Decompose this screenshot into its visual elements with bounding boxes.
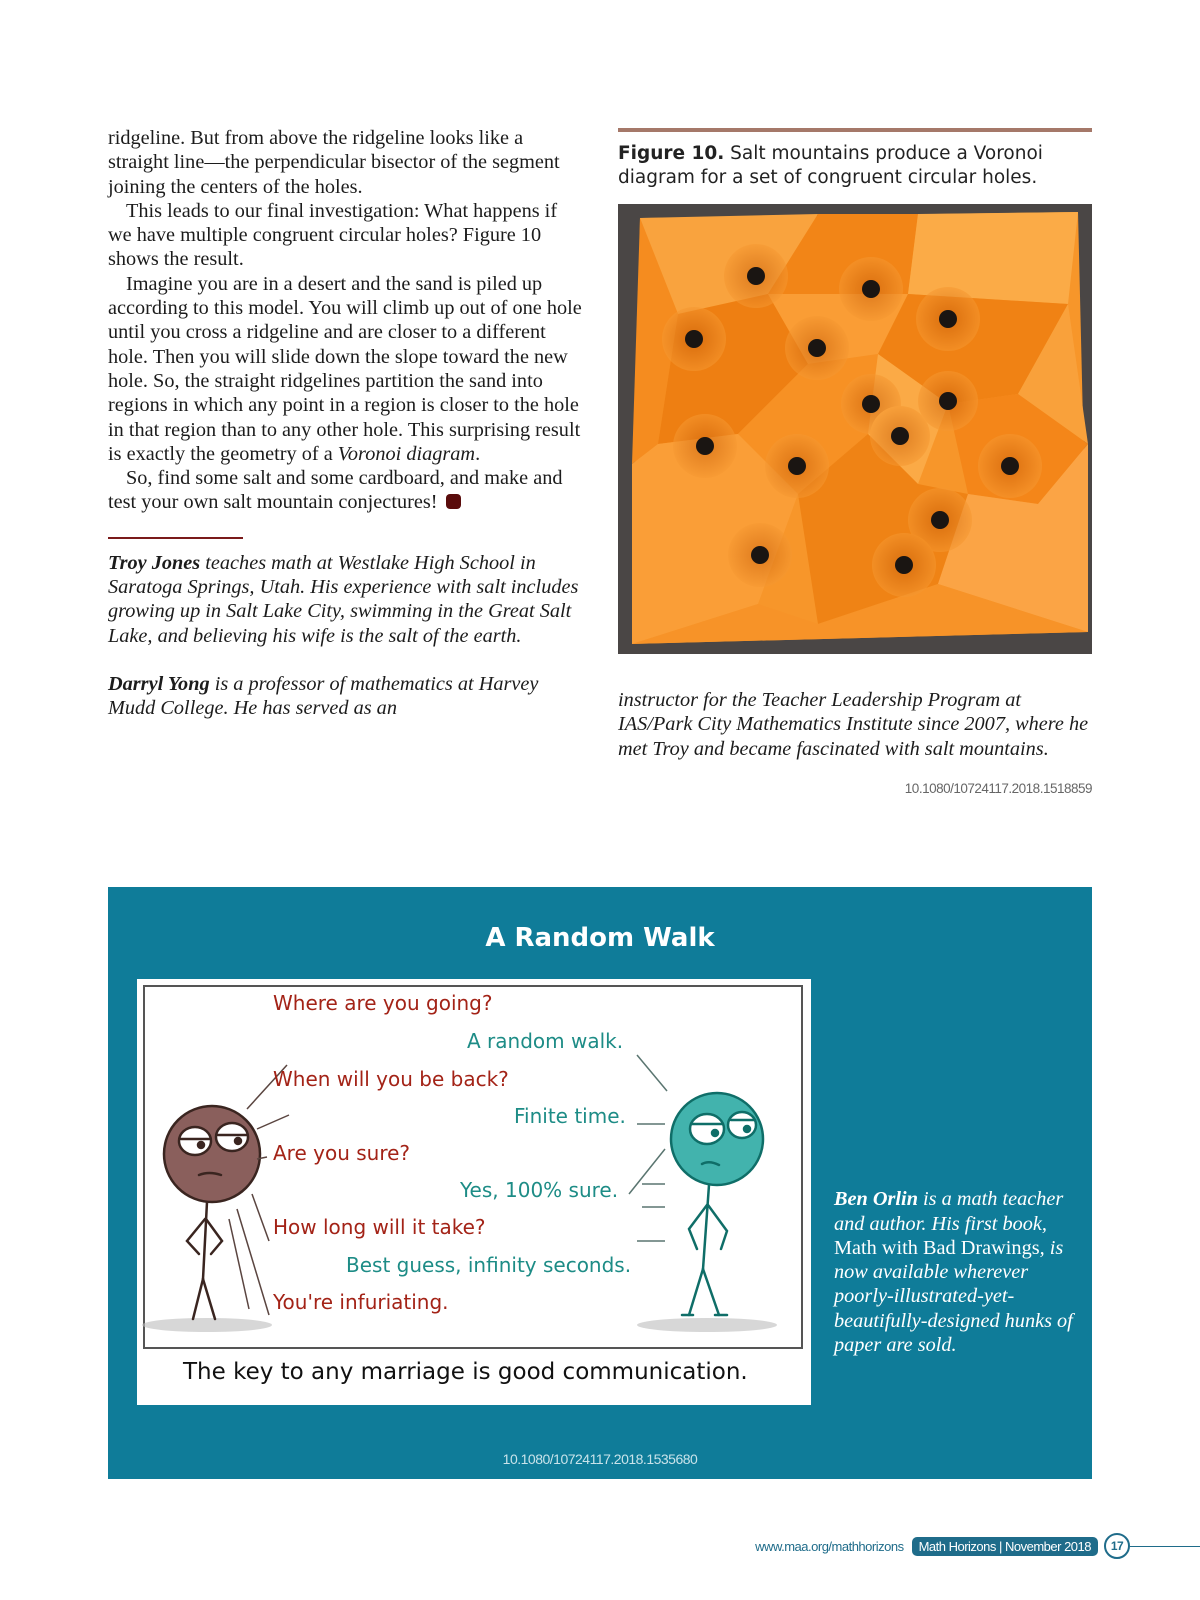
article-paragraph: So, find some salt and some cardboard, and make and test your own salt mountain conjectures! (108, 467, 563, 514)
footer-magazine-badge: Math Horizons | November 2018 (912, 1537, 1098, 1556)
bio-divider (108, 537, 243, 539)
book-title: Math with Bad Drawings (834, 1236, 1040, 1259)
author-bio-darryl-continued: instructor for the Teacher Leadership Program at IAS/Park City Mathematics Institute since 2007, where he met Troy and became fascinated with salt mountains. (618, 689, 1089, 760)
article-paragraph: This leads to our final investigation: What happens if we have multiple congruent circular holes? Figure 10 shows the result. (108, 199, 558, 271)
voronoi-term: Voronoi diagram (337, 442, 476, 465)
random-walk-box (108, 887, 1092, 1479)
comic-line: Finite time. (514, 1104, 626, 1128)
comic-caption: The key to any marriage is good communication. (183, 1359, 748, 1385)
left-stick-figure (164, 1106, 260, 1319)
article-paragraph: ridgeline. But from above the ridgeline looks like a straight line—the perpendicular bisector of the segment joining the centers of the holes. (108, 127, 560, 198)
article-doi: 10.1080/10724117.2018.1518859 (904, 781, 1092, 797)
random-walk-doi: 10.1080/10724117.2018.1535680 (502, 1451, 698, 1467)
page-footer (755, 1531, 1200, 1561)
author-name: Ben Orlin (834, 1188, 918, 1211)
figure-column (618, 128, 1092, 796)
footer-url[interactable]: www.maa.org/mathhorizons (755, 1538, 904, 1554)
salt-mountain-photo (618, 204, 1092, 654)
right-stick-figure (671, 1093, 763, 1315)
author-bio-darryl: Darryl Yong is a professor of mathematics at Harvey Mudd College. He has served as an (108, 672, 539, 720)
ben-orlin-bio: Ben Orlin is a math teacher and author. His first book, Math with Bad Drawings, is now available wherever poorly-illustrated-yet-beautifully-designed hunks of paper are sold. (834, 1188, 1073, 1357)
comic-line: You're infuriating. (273, 1290, 449, 1314)
figure-caption: Figure 10. Salt mountains produce a Voronoi diagram for a set of congruent circular holes. (618, 143, 1043, 188)
comic-line: Best guess, infinity seconds. (346, 1253, 632, 1277)
figure-rule (618, 128, 1092, 132)
comic-line: Where are you going? (273, 991, 493, 1015)
comic-line: When will you be back? (273, 1067, 509, 1091)
comic-panel (137, 979, 811, 1405)
voronoi-salt-illustration (618, 204, 1092, 654)
comic-line: A random walk. (467, 1029, 624, 1053)
page-number: 17 (1104, 1533, 1130, 1559)
random-walk-title: A Random Walk (485, 923, 715, 953)
footer-rule (1130, 1546, 1200, 1547)
comic-line: Are you sure? (273, 1141, 411, 1165)
author-name: Troy Jones (108, 551, 201, 574)
article-column (108, 126, 583, 721)
comic-line: Yes, 100% sure. (460, 1178, 619, 1202)
figure-label: Figure 10. (618, 143, 725, 164)
article-paragraph: Imagine you are in a desert and the sand is piled up according to this model. You will climb up out of one hole until you cross a ridgeline and are closer to a different hole. Then you will slide down the slope toward the new hole. So, the straight ridgelines partition the sand into regions in which any point in a region is closer to the hole in that region than to any other hole. This surprising result is exactly the geometry of a Voronoi diagram. (108, 272, 582, 465)
end-of-article-mark (446, 494, 461, 509)
author-bio-troy: Troy Jones teaches math at Westlake High School in Saratoga Springs, Utah. His experience with salt includes growing up in Salt Lake City, swimming in the Great Salt Lake, and believing his wife is the salt of the earth. (108, 551, 579, 647)
author-name: Darryl Yong (108, 672, 210, 695)
comic-line: How long will it take? (273, 1215, 486, 1239)
